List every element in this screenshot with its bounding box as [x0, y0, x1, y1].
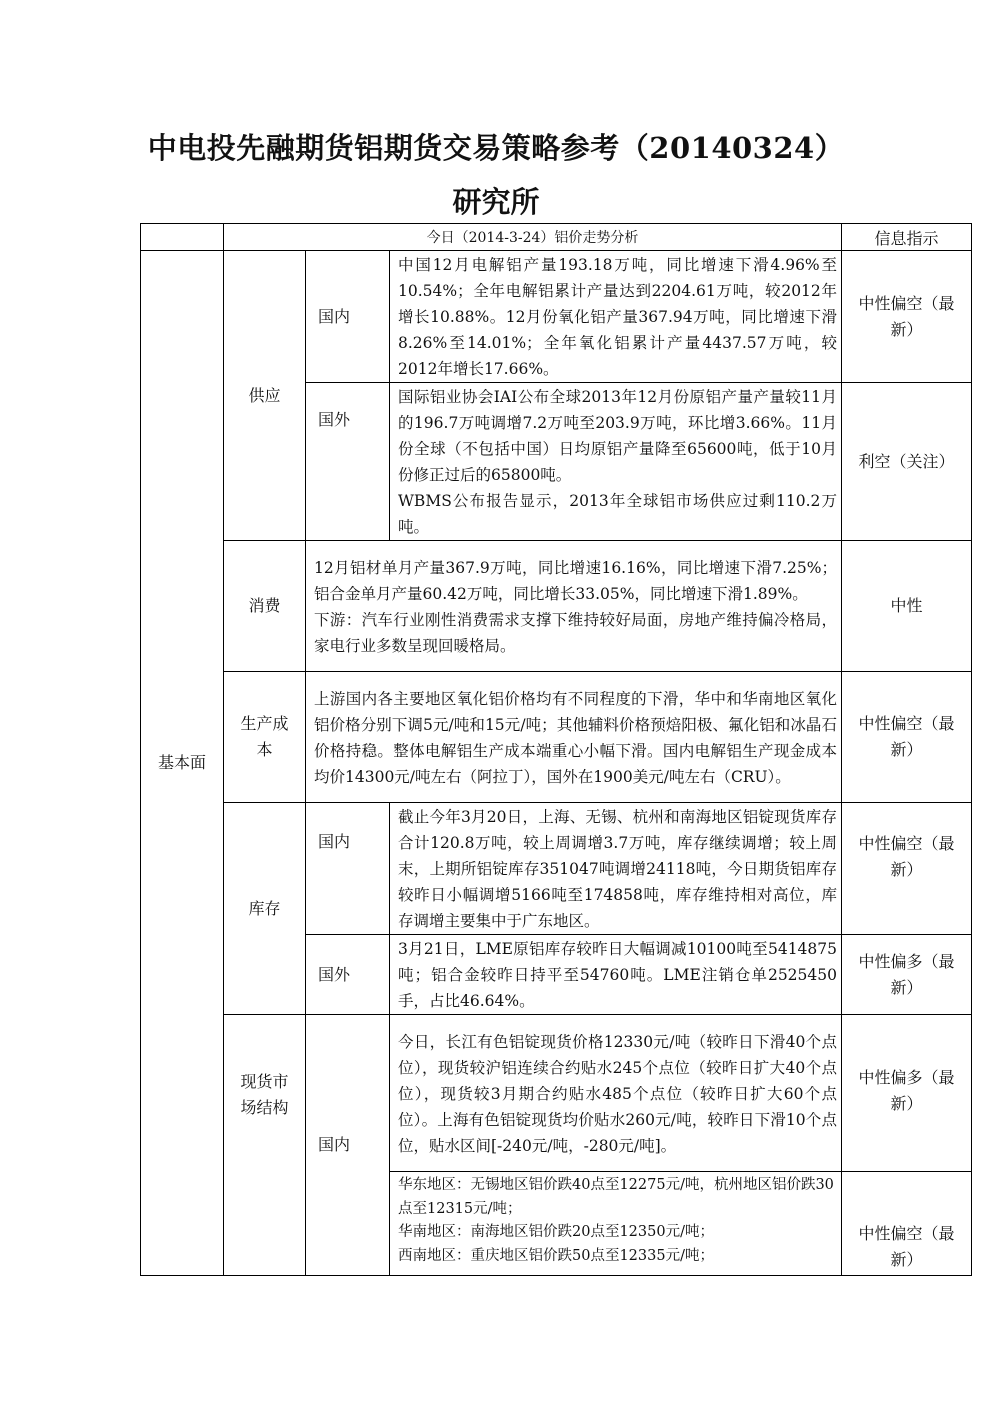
spot-row-2-line-1: 华东地区：无锡地区铝价跌40点至12275元/吨，杭州地区铝价跌30点至12315元/吨；: [398, 1177, 834, 1217]
spot-row-1-signal: 中性偏多（最新）: [842, 1015, 972, 1172]
category-cell: 基本面: [141, 251, 224, 1276]
inventory-foreign-text: 3月21日，LME原铝库存较昨日大幅调减10100吨至5414875吨；铝合金较昨日持平至54760吨。LME注销仓单2525450手，占比46.64%。: [390, 935, 842, 1015]
document-subtitle: 研究所: [452, 185, 540, 219]
supply-foreign-text: [390, 383, 842, 541]
supply-foreign-paragraph-2: WBMS公布报告显示，2013年全球铝市场供应过剩110.2万吨。: [398, 492, 837, 536]
header-row: [141, 224, 972, 251]
inventory-domestic-label: 国内: [306, 803, 390, 935]
spot-row-2-line-3: 西南地区：重庆地区铝价跌50点至12335元/吨；: [398, 1247, 714, 1264]
supply-foreign-paragraph-1: 国际铝业协会IAI公布全球2013年12月份原铝产量产量较11月的196.7万吨调增7.2万吨至203.9万吨，环比增3.66%。11月份全球（不包括中国）日均原铝产量降至65600吨，低于10月份修正过后的65800吨。: [398, 388, 837, 484]
spot-row-2-signal: 中性偏空（最新）: [842, 1172, 972, 1276]
supply-domestic-text: 中国12月电解铝产量193.18万吨，同比增速下滑4.96%至10.54%；全年电解铝累计产量达到2204.61万吨，较2012年增长10.88%。12月份氧化铝产量367.94万吨，同比增速下滑8.26%至14.01%；全年氧化铝累计产量4437.57万吨，较2012年增长17.66%。: [390, 251, 842, 383]
consumption-label: 消费: [224, 541, 306, 672]
header-signal: 信息指示: [842, 224, 972, 251]
inventory-foreign-label: 国外: [306, 935, 390, 1015]
spot-row-1-text: 今日，长江有色铝锭现货价格12330元/吨（较昨日下滑40个点位），现货较沪铝连续合约贴水245个点位（较昨日扩大40个点位），现货较3月期合约贴水485个点位（较昨日扩大60个点位）。上海有色铝锭现货均价贴水260元/吨，较昨日下滑10个点位，贴水区间[-240元/吨，-280元/吨]。: [390, 1015, 842, 1172]
spot-label: 现货市场结构: [224, 1015, 306, 1276]
spot-row-1: [141, 1015, 972, 1172]
inventory-label: 库存: [224, 803, 306, 1015]
inventory-domestic-signal: 中性偏空（最新）: [842, 803, 972, 935]
cost-row: [141, 672, 972, 803]
spot-row-2-text: [390, 1172, 842, 1276]
supply-label: 供应: [224, 251, 306, 541]
supply-foreign-label: 国外: [306, 383, 390, 541]
supply-domestic-signal: 中性偏空（最新）: [842, 251, 972, 383]
header-analysis: 今日（2014-3-24）铝价走势分析: [224, 224, 842, 251]
supply-domestic-row: [141, 251, 972, 383]
consumption-paragraph-1: 12月铝材单月产量367.9万吨，同比增速16.16%，同比增速下滑7.25%；铝合金单月产量60.42万吨，同比增长33.05%，同比增速下滑1.89%。: [314, 558, 837, 603]
inventory-domestic-row: [141, 803, 972, 935]
inventory-foreign-signal: 中性偏多（最新）: [842, 935, 972, 1015]
strategy-table: [140, 223, 972, 1276]
consumption-row: [141, 541, 972, 672]
consumption-text: [306, 541, 842, 672]
consumption-signal: 中性: [842, 541, 972, 672]
consumption-paragraph-2: 下游：汽车行业刚性消费需求支撑下维持较好局面，房地产维持偏冷格局，家电行业多数呈现回暖格局。: [314, 610, 837, 655]
supply-foreign-signal: 利空（关注）: [842, 383, 972, 541]
inventory-domestic-text: 截止今年3月20日，上海、无锡、杭州和南海地区铝锭现货库存合计120.8万吨，较上周调增3.7万吨，库存继续调增；较上周末，上期所铝锭库存351047吨调增24118吨，今日期货铝库存较昨日小幅调增5166吨至174858吨，库存维持相对高位，库存调增主要集中于广东地区。: [390, 803, 842, 935]
spot-domestic-label: 国内: [306, 1015, 390, 1276]
spot-row-2-line-2: 华南地区：南海地区铝价跌20点至12350元/吨；: [398, 1224, 714, 1240]
supply-domestic-label: 国内: [306, 251, 390, 383]
header-empty-cell: [141, 224, 224, 251]
cost-signal: 中性偏空（最新）: [842, 672, 972, 803]
cost-text: 上游国内各主要地区氧化铝价格均有不同程度的下滑，华中和华南地区氧化铝价格分别下调5元/吨和15元/吨；其他辅料价格预焙阳极、氟化铝和冰晶石价格持稳。整体电解铝生产成本端重心小幅下滑。国内电解铝生产现金成本均价14300元/吨左右（阿拉丁），国外在1900美元/吨左右（CRU）。: [306, 672, 842, 803]
document-title: 中电投先融期货铝期货交易策略参考（20140324）: [147, 131, 845, 165]
cost-label: 生产成本: [224, 672, 306, 803]
